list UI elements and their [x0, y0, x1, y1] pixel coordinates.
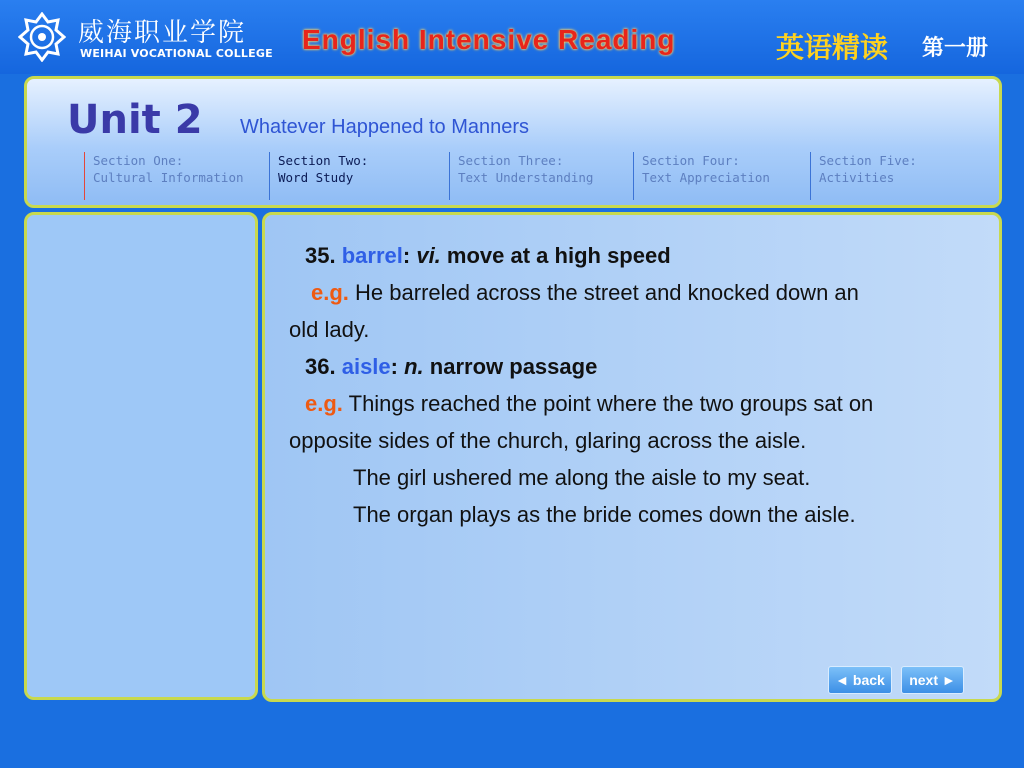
entry-heading: 36. aisle: n. narrow passage [305, 354, 598, 379]
section-nav-word-study[interactable] [269, 152, 368, 200]
section-nav-heading: Section Two: [278, 153, 369, 168]
section-nav-subheading: Text Understanding [458, 170, 594, 185]
part-of-speech: vi. [416, 243, 441, 268]
header-bar [0, 0, 1024, 74]
section-nav-text-understanding[interactable] [449, 152, 593, 200]
entry-definition: move at a high speed [446, 243, 671, 268]
example-sentence-continued: old lady. [289, 317, 370, 342]
college-name-cn: 威海职业学院 [78, 18, 247, 48]
section-nav-heading: Section Four: [642, 153, 740, 168]
left-side-panel [24, 212, 258, 700]
section-nav-heading: Section Three: [458, 153, 564, 168]
section-nav-heading: Section One: [93, 153, 184, 168]
entry-word: barrel [341, 243, 403, 268]
entry-heading: 35. barrel: vi. move at a high speed [305, 243, 671, 268]
example-sentence: e.g. Things reached the point where the two groups sat on [305, 391, 874, 416]
course-title-en: English Intensive Reading [302, 24, 676, 55]
next-button[interactable]: next ► [901, 666, 964, 694]
course-title-cn: 英语精读 [776, 31, 889, 64]
unit-header-panel [24, 76, 1002, 208]
section-nav-subheading: Cultural Information [93, 170, 244, 185]
word-study-content [289, 237, 979, 533]
example-sentence: The girl ushered me along the aisle to my seat. [353, 465, 811, 490]
example-sentence: The organ plays as the bride comes down the aisle. [353, 502, 856, 527]
section-nav-cultural-information[interactable] [84, 152, 244, 200]
section-nav-subheading: Activities [819, 170, 895, 185]
content-panel [262, 212, 1002, 702]
unit-subtitle: Whatever Happened to Manners [240, 116, 530, 138]
college-logo-icon [18, 12, 66, 62]
part-of-speech: n. [404, 354, 424, 379]
section-nav-heading: Section Five: [819, 153, 917, 168]
entry-word: aisle [341, 354, 391, 379]
entry-definition: narrow passage [429, 354, 598, 379]
eg-label: e.g. [305, 391, 343, 416]
eg-label: e.g. [311, 280, 349, 305]
section-nav-activities[interactable] [810, 152, 917, 200]
college-name-en: WEIHAI VOCATIONAL COLLEGE [80, 47, 273, 60]
unit-title: Unit 2 [67, 97, 203, 143]
example-sentence: e.g. He barreled across the street and knocked down an [311, 280, 859, 305]
section-nav-subheading: Word Study [278, 170, 354, 185]
section-nav-text-appreciation[interactable] [633, 152, 770, 200]
back-button[interactable]: ◄ back [828, 666, 892, 694]
section-nav-subheading: Text Appreciation [642, 170, 770, 185]
example-sentence-continued: opposite sides of the church, glaring across the aisle. [289, 428, 807, 453]
book-volume-label: 第一册 [922, 36, 989, 61]
